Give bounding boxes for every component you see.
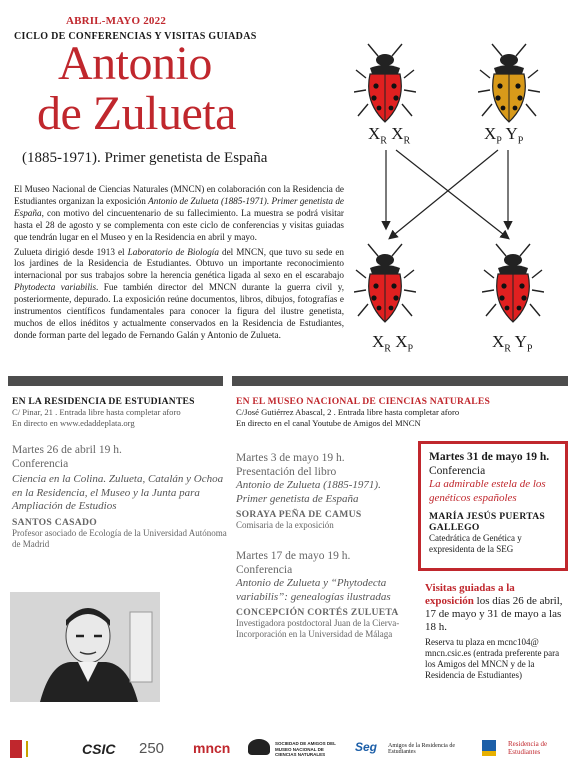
event-title: Antonio de Zulueta y “Phytodecta variabilis”: genealogías ilustradas: [236, 577, 391, 603]
beetle-1: [354, 42, 416, 126]
residencia-section: [12, 396, 227, 550]
event-date: Martes 3 de mayo 19 h.: [236, 452, 345, 464]
madrid-flag-icon: [482, 740, 496, 756]
museo-section: [236, 396, 566, 429]
divider-bar-right: [232, 376, 568, 386]
event-title: Ciencia en la Colina. Zulueta, Catalán y Ochoa en la Residencia, el Museo y la Junta para Ampliación de Estudios: [12, 473, 224, 512]
main-title-line2: de Zulueta: [37, 87, 236, 140]
beetle-2-genotype: $X_P$ $Y_P$: [484, 124, 524, 147]
event-speaker: SORAYA PEÑA DE CAMUS: [236, 509, 362, 520]
residencia-logo: Residencia de Estudiantes: [508, 740, 548, 756]
ministry-logo: [26, 741, 76, 757]
guided-visits-title: Visitas guiadas a la exposición: [425, 582, 515, 607]
museo-online: En directo en el canal Youtube de Amigos del MNCN: [236, 418, 421, 428]
event-title: Antonio de Zulueta (1885-1971). Primer genetista de España: [236, 479, 381, 505]
residencia-online: En directo en www.edaddeplata.org: [12, 418, 135, 428]
beetle-2: [478, 42, 540, 126]
intro-paragraph-1: El Museo Nacional de Ciencias Naturales (MNCN) en colaboración con la Residencia de Estudiantes organizan la exposición Antonio de Zulueta (1885-1971). Primer genetista de España, con motivo del cincuentenario de su fallecimiento. La muestra se podrá visitar hasta el 28 de agosto y se complementa con este ciclo de conferencias y visitas guiadas que tendrán lugar en el Museo y en la Residencia en abril y mayo.: [14, 184, 344, 242]
event-speaker: MARÍA JESÚS PUERTAS GALLEGO: [429, 511, 546, 533]
event-speaker: SANTOS CASADO: [12, 516, 98, 528]
250-logo: 250: [139, 740, 165, 757]
seg-logo: Seg: [355, 740, 378, 754]
event-date: Martes 17 de mayo 19 h.: [236, 550, 351, 562]
event-kind: Conferencia: [236, 564, 293, 576]
csic-logo: CSIC: [82, 741, 116, 757]
beetle-3: [354, 242, 416, 326]
event-speaker-role: Investigadora postdoctoral Juan de la Cierva-Incorporación en la Universidad de Málaga: [236, 618, 400, 639]
beetle-4-genotype: $X_R$ $Y_P$: [492, 332, 533, 355]
amigos-mncn-logo: SOCIEDAD DE AMIGOS DEL MUSEO NACIONAL DE CIENCIAS NATURALES: [275, 741, 336, 757]
mammoth-icon: [248, 739, 270, 755]
beetle-4: [482, 242, 544, 326]
event-dates: ABRIL-MAYO 2022: [65, 15, 167, 27]
intro-text: [14, 184, 344, 342]
ministry-shield-icon: [10, 740, 22, 758]
event-date: Martes 26 de abril 19 h.: [12, 444, 122, 456]
mncn-logo: mncn: [193, 740, 231, 756]
residencia-address: C/ Pinar, 21 . Entrada libre hasta completar aforo: [12, 407, 181, 417]
event-title: La admirable estela de los genéticos españoles: [429, 478, 546, 504]
guided-visits: [425, 582, 565, 681]
beetle-3-genotype: $X_R$ $X_P$: [372, 332, 414, 355]
museo-heading: EN EL MUSEO NACIONAL DE CIENCIAS NATURALES: [236, 396, 490, 407]
portrait-photo: [10, 592, 160, 702]
divider-bar-left: [8, 376, 223, 386]
event-kind: Conferencia: [429, 465, 486, 477]
museo-event-1: [236, 451, 408, 531]
museo-event-2: [236, 549, 414, 640]
guided-visits-booking[interactable]: Reserva tu plaza en mcnc104@ mncn.csic.es (entrada preferente para los Amigos del MNCN y de la Residencia de Estudiantes): [425, 637, 560, 680]
subtitle: (1885-1971). Primer genetista de España: [22, 150, 268, 166]
event-speaker-role: Profesor asociado de Ecología de la Universidad Autónoma de Madrid: [12, 527, 227, 549]
featured-conference-box: [418, 441, 568, 571]
sponsor-logos: [0, 735, 576, 765]
event-speaker: CONCEPCIÓN CORTÉS ZULUETA: [236, 607, 399, 618]
beetle-1-genotype: $X_R$ $X_R$: [368, 124, 411, 147]
event-speaker-role: Comisaria de la exposición: [236, 520, 334, 530]
museo-address: C/José Gutiérrez Abascal, 2 . Entrada libre hasta completar aforo: [236, 407, 460, 417]
event-date: Martes 31 de mayo 19 h.: [429, 451, 550, 463]
series-title: CICLO DE CONFERENCIAS Y VISITAS GUIADAS: [14, 31, 257, 42]
intro-paragraph-2: Zulueta dirigió desde 1913 el Laboratorio de Biología del MNCN, que tuvo su sede en los jardines de la Residencia de Estudiantes. Obtuvo un importante reconocimiento internacional por sus trabajos sobre la herencia genética ligada al sexo en el escarabajo Phytodecta variabilis. Fue también director del MNCN durante la guerra civil y, posteriormente, depurado. La exposición reúne documentos, libros, dibujos, fotografías e instrumentos científicos fundamentales para conocer la figura del ilustre genetista, muchos de ellos inéditos y actualmente conservados en la Residencia de Estudiantes, donde forman parte del legado de Fernando Galán y Antonio de Zulueta.: [14, 246, 345, 340]
event-kind: Presentación del libro: [236, 466, 337, 478]
guided-visits-dates: los días 26 de abril, 17 de mayo y 31 de mayo a las 18 h.: [425, 595, 563, 633]
residencia-heading: EN LA RESIDENCIA DE ESTUDIANTES: [12, 396, 195, 407]
main-title-line1: Antonio: [58, 37, 212, 90]
event-kind: Conferencia: [12, 458, 69, 470]
event-speaker-role: Catedrática de Genética y expresidenta de la SEG: [429, 533, 522, 554]
beetle-genetics-illustration: [348, 28, 562, 360]
amigos-residencia-logo: Amigos de la Residencia de Estudiantes: [388, 743, 455, 755]
